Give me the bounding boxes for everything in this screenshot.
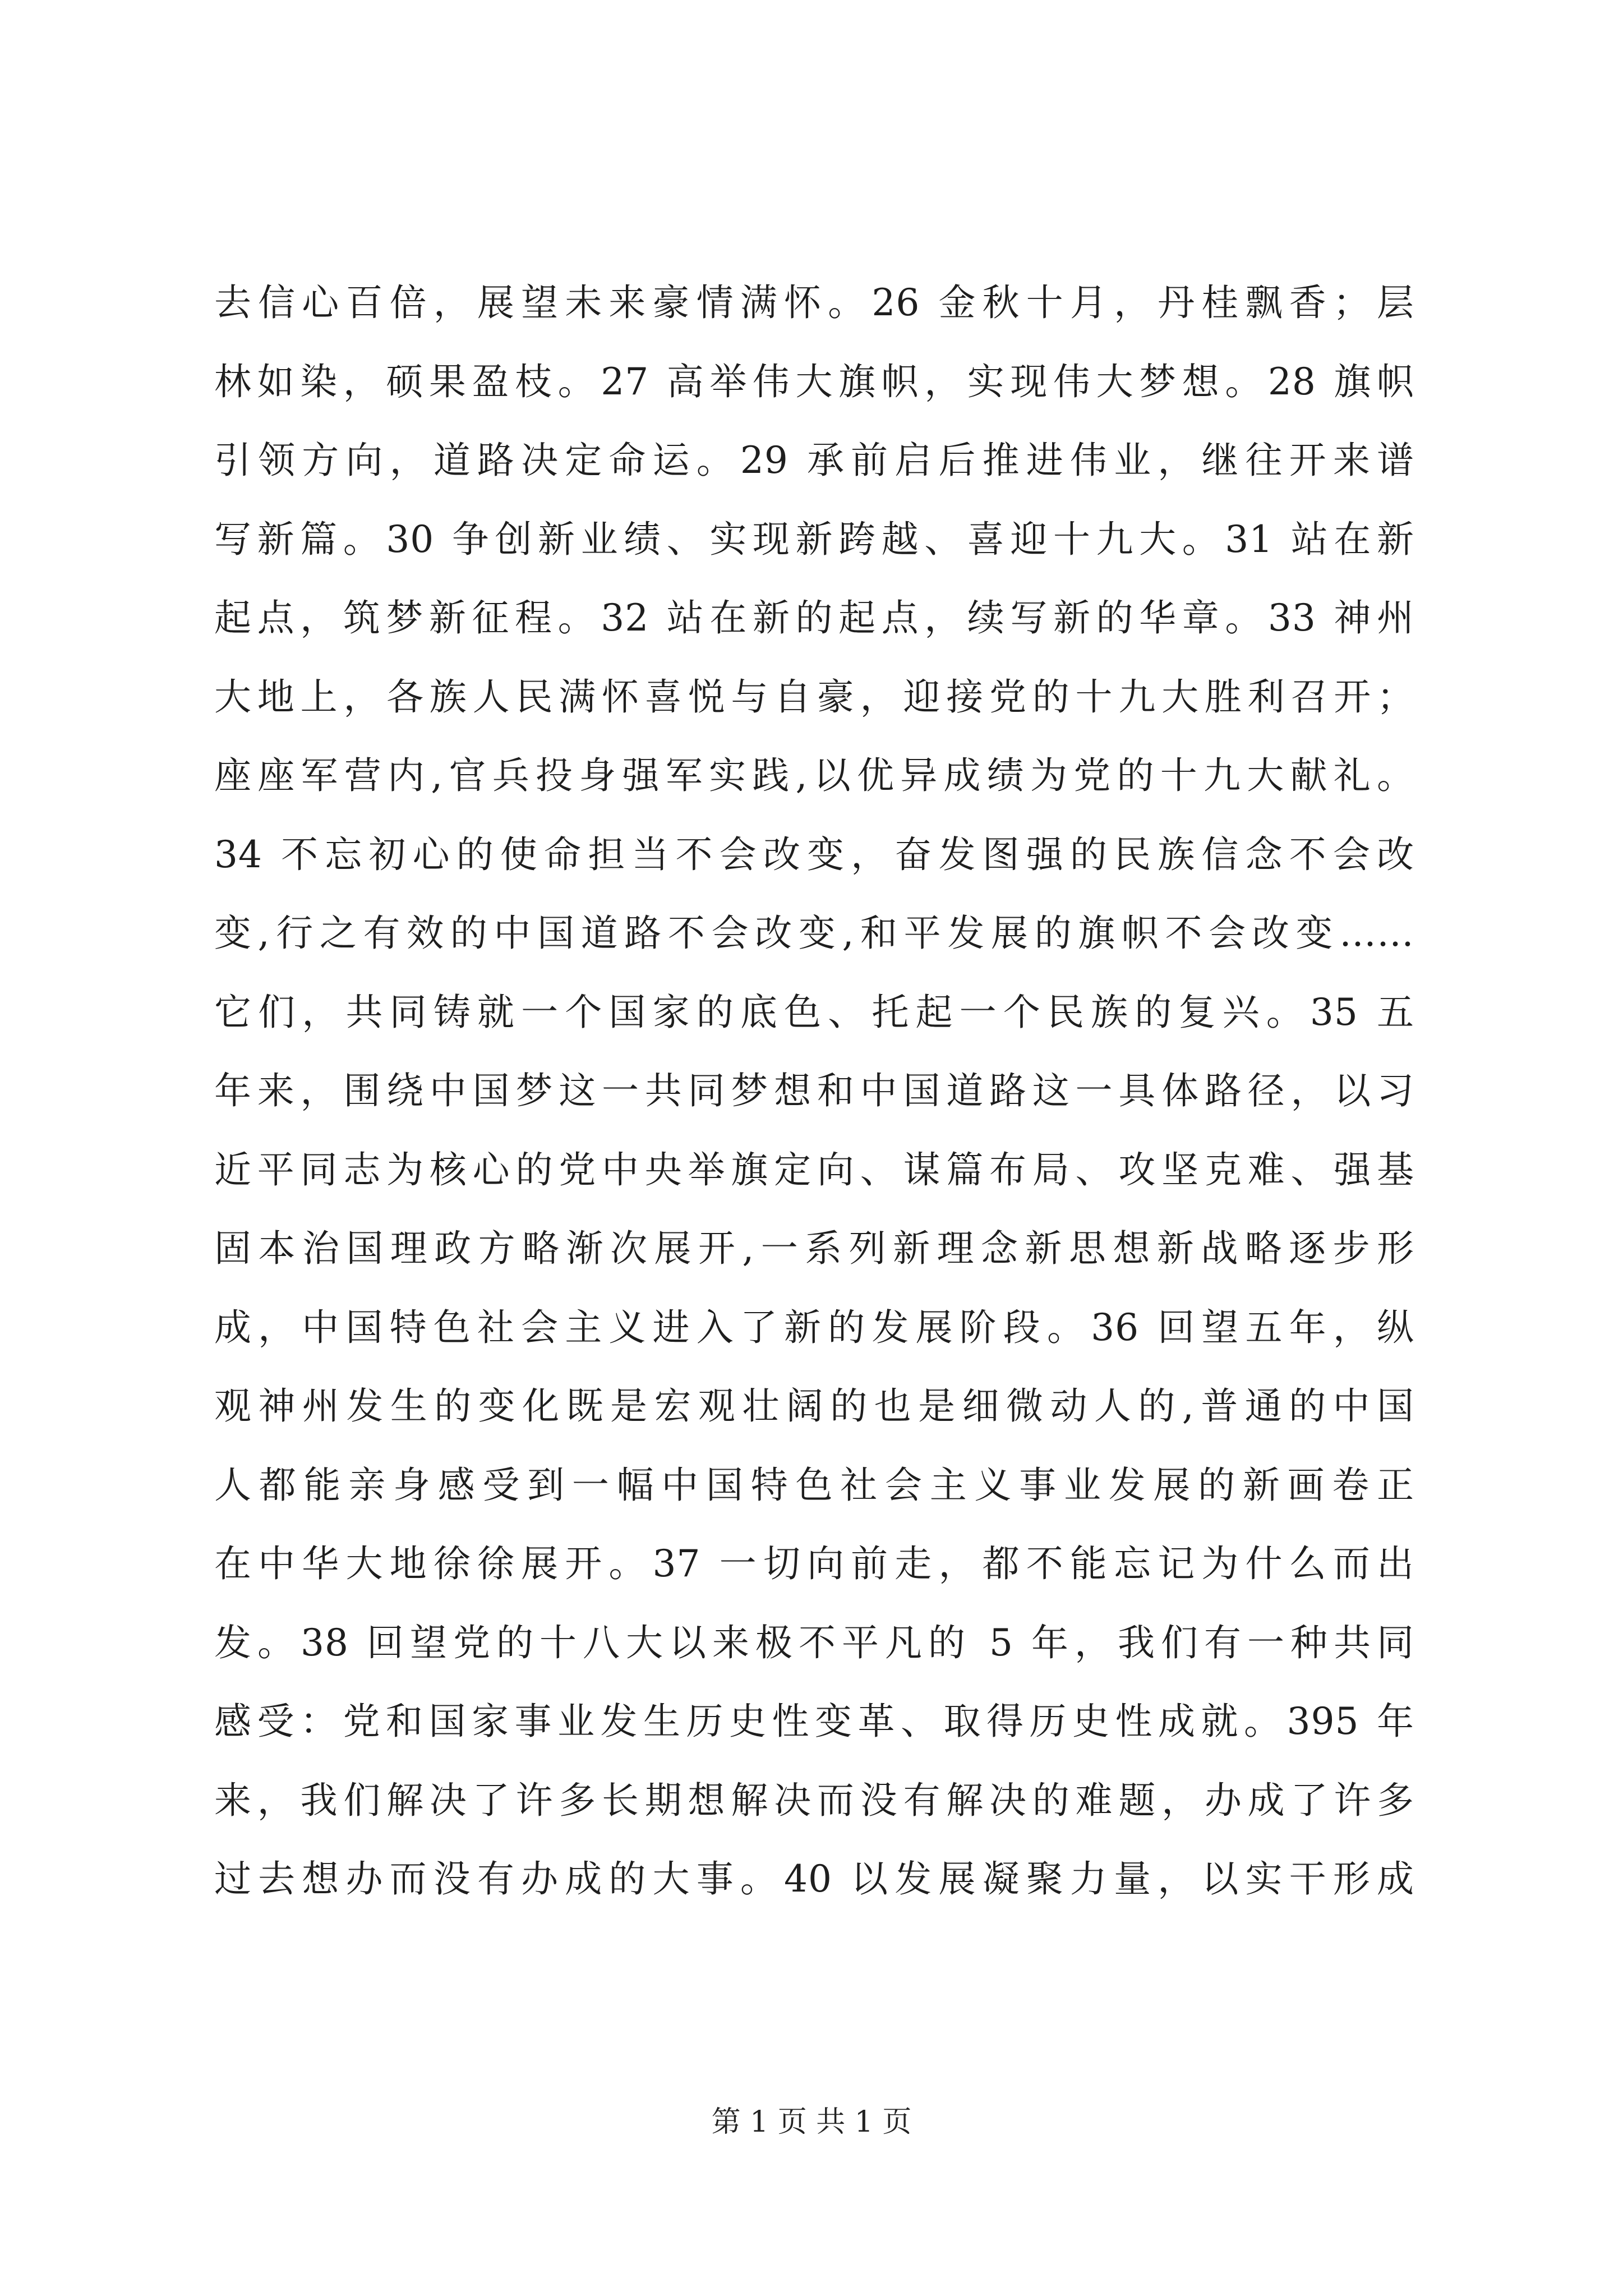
text-line: 34 不忘初心的使命担当不会改变，奋发图强的民族信念不会改: [214, 832, 1414, 876]
text-line: 来，我们解决了许多长期想解决而没有解决的难题，办成了许多: [214, 1778, 1414, 1822]
text-line: 固本治国理政方略渐次展开,一系列新理念新思想新战略逐步形: [214, 1227, 1414, 1270]
text-line: 起点，筑梦新征程。32 站在新的起点，续写新的华章。33 神州: [214, 596, 1414, 639]
text-line: 近平同志为核心的党中央举旗定向、谋篇布局、攻坚克难、强基: [214, 1148, 1414, 1191]
text-line: 引领方向，道路决定命运。29 承前启后推进伟业，继往开来谱: [214, 439, 1414, 482]
text-line: 它们，共同铸就一个国家的底色、托起一个民族的复兴。35 五: [214, 990, 1414, 1034]
text-line: 发。38 回望党的十八大以来极不平凡的 5 年，我们有一种共同: [214, 1621, 1414, 1664]
text-line: 写新篇。30 争创新业绩、实现新跨越、喜迎十九大。31 站在新: [214, 517, 1414, 561]
body-text: [214, 264, 1414, 1919]
text-line: 大地上，各族人民满怀喜悦与自豪，迎接党的十九大胜利召开；: [214, 675, 1414, 719]
text-line: 林如染，硕果盈枝。27 高举伟大旗帜，实现伟大梦想。28 旗帜: [214, 360, 1414, 403]
text-line: 年来，围绕中国梦这一共同梦想和中国道路这一具体路径，以习: [214, 1069, 1414, 1112]
page-footer: 第 1 页 共 1 页: [711, 2105, 912, 2139]
text-line: 成，中国特色社会主义进入了新的发展阶段。36 回望五年，纵: [214, 1305, 1414, 1349]
text-line: 变,行之有效的中国道路不会改变,和平发展的旗帜不会改变……: [214, 912, 1414, 955]
text-line: 过去想办而没有办成的大事。40 以发展凝聚力量，以实干形成: [214, 1857, 1414, 1901]
text-line: 座座军营内,官兵投身强军实践,以优异成绩为党的十九大献礼。: [214, 754, 1414, 797]
text-line: 感受：党和国家事业发生历史性变革、取得历史性成就。395 年: [214, 1700, 1414, 1743]
text-line: 在中华大地徐徐展开。37 一切向前走，都不能忘记为什么而出: [214, 1542, 1414, 1585]
text-line: 观神州发生的变化既是宏观壮阔的也是细微动人的,普通的中国: [214, 1384, 1414, 1428]
text-line: 人都能亲身感受到一幅中国特色社会主义事业发展的新画卷正: [214, 1463, 1414, 1507]
text-line: 去信心百倍，展望未来豪情满怀。26 金秋十月，丹桂飘香；层: [214, 281, 1414, 324]
